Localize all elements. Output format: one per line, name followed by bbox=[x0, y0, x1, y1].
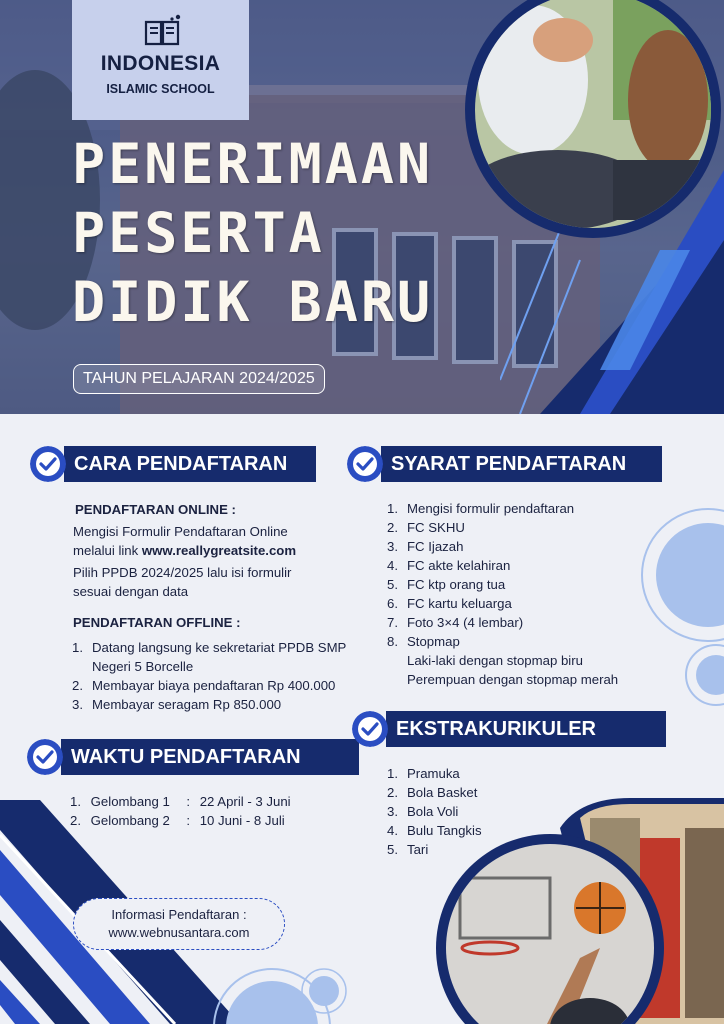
section-header-ekstra bbox=[352, 711, 672, 747]
list-item bbox=[387, 518, 657, 537]
list-number: 2. bbox=[387, 520, 398, 535]
headline-line: PESERTA bbox=[72, 201, 325, 265]
list-text: Membayar seragam Rp 850.000 bbox=[92, 697, 282, 712]
section-header-waktu bbox=[27, 739, 337, 775]
list-text: Pramuka bbox=[407, 766, 460, 781]
list-item bbox=[387, 575, 657, 594]
info-label: Informasi Pendaftaran : bbox=[111, 907, 247, 922]
list-number: 5. bbox=[387, 577, 398, 592]
logo-title: INDONESIA bbox=[100, 52, 221, 75]
list-item bbox=[72, 695, 372, 714]
list-item bbox=[72, 638, 372, 676]
list-item bbox=[387, 764, 587, 783]
list-number: 1. bbox=[72, 640, 83, 655]
list-number: 4. bbox=[387, 558, 398, 573]
hero-banner bbox=[0, 0, 724, 414]
list-text: FC Ijazah bbox=[407, 539, 464, 554]
open-book-icon bbox=[142, 14, 182, 48]
section-header-syarat bbox=[347, 446, 667, 482]
check-icon bbox=[30, 446, 66, 482]
check-icon bbox=[352, 711, 388, 747]
stopmap-note: Perempuan dengan stopmap merah bbox=[407, 672, 619, 687]
registration-link[interactable]: www.reallygreatsite.com bbox=[141, 543, 297, 558]
section-header-cara bbox=[30, 446, 320, 482]
list-text: FC SKHU bbox=[407, 520, 465, 535]
online-title: PENDAFTARAN ONLINE : bbox=[75, 502, 236, 517]
list-number: 2. bbox=[70, 813, 81, 828]
list-number: 3. bbox=[387, 804, 398, 819]
check-icon bbox=[27, 739, 63, 775]
list-text: Datang langsung ke sekretariat PPDB SMP bbox=[92, 640, 347, 655]
students-photo bbox=[463, 0, 723, 250]
list-text: FC kartu keluarga bbox=[407, 596, 512, 611]
list-number: 3. bbox=[72, 697, 83, 712]
list-item bbox=[72, 676, 372, 695]
online-text: Pilih PPDB 2024/2025 lalu isi formulir bbox=[73, 565, 292, 580]
requirements-list bbox=[387, 499, 657, 689]
online-text: melalui link bbox=[73, 543, 142, 558]
list-number: 6. bbox=[387, 596, 398, 611]
list-text: Negeri 5 Borcelle bbox=[92, 659, 194, 674]
section-title: EKSTRAKURIKULER bbox=[386, 711, 666, 747]
list-text: Foto 3×4 (4 lembar) bbox=[407, 615, 524, 630]
list-item bbox=[387, 632, 657, 689]
list-item bbox=[387, 613, 657, 632]
logo-subtitle: ISLAMIC SCHOOL bbox=[106, 82, 215, 96]
sports-photos bbox=[430, 798, 724, 1024]
list-number: 1. bbox=[70, 794, 81, 809]
list-item bbox=[387, 556, 657, 575]
list-number: 5. bbox=[387, 842, 398, 857]
info-badge bbox=[73, 898, 285, 950]
list-text: Stopmap bbox=[407, 634, 460, 649]
list-text: Membayar biaya pendaftaran Rp 400.000 bbox=[92, 678, 336, 693]
list-text: FC akte kelahiran bbox=[407, 558, 511, 573]
decor-circles-bottom bbox=[200, 965, 350, 1024]
list-number: 1. bbox=[387, 501, 398, 516]
list-number: 4. bbox=[387, 823, 398, 838]
school-logo bbox=[72, 0, 249, 120]
check-icon bbox=[347, 446, 383, 482]
section-title: WAKTU PENDAFTARAN bbox=[61, 739, 359, 775]
academic-year-badge: TAHUN PELAJARAN 2024/2025 bbox=[73, 364, 325, 394]
info-url[interactable]: www.webnusantara.com bbox=[108, 925, 250, 940]
stopmap-note: Laki-laki dengan stopmap biru bbox=[407, 653, 583, 668]
online-link-line bbox=[73, 541, 296, 560]
list-item bbox=[387, 594, 657, 613]
list-number: 2. bbox=[387, 785, 398, 800]
separator: : bbox=[186, 794, 191, 809]
list-number: 2. bbox=[72, 678, 83, 693]
wave-dates: 22 April - 3 Juni bbox=[199, 794, 291, 809]
list-text: FC ktp orang tua bbox=[407, 577, 506, 592]
section-title: SYARAT PENDAFTARAN bbox=[381, 446, 662, 482]
wave-label: Gelombang 1 bbox=[90, 794, 170, 809]
headline-line: DIDIK BARU bbox=[72, 270, 434, 334]
list-number: 8. bbox=[387, 634, 398, 649]
list-number: 1. bbox=[387, 766, 398, 781]
list-item bbox=[387, 499, 657, 518]
offline-title: PENDAFTARAN OFFLINE : bbox=[73, 615, 241, 630]
page-title bbox=[72, 130, 492, 337]
list-text: Tari bbox=[407, 842, 429, 857]
list-number: 7. bbox=[387, 615, 398, 630]
list-text: Bulu Tangkis bbox=[407, 823, 482, 838]
separator: : bbox=[186, 813, 191, 828]
headline-line: PENERIMAAN bbox=[72, 132, 434, 196]
wave-label: Gelombang 2 bbox=[90, 813, 170, 828]
list-text: Mengisi formulir pendaftaran bbox=[407, 501, 575, 516]
list-number: 3. bbox=[387, 539, 398, 554]
online-text: Mengisi Formulir Pendaftaran Online bbox=[73, 524, 288, 539]
offline-list bbox=[72, 638, 372, 714]
list-item bbox=[387, 537, 657, 556]
stripe-line bbox=[500, 230, 560, 380]
list-text: Bola Basket bbox=[407, 785, 478, 800]
section-title: CARA PENDAFTARAN bbox=[64, 446, 316, 482]
online-text: sesuai dengan data bbox=[73, 584, 189, 599]
wave-dates: 10 Juni - 8 Juli bbox=[199, 813, 285, 828]
list-text: Bola Voli bbox=[407, 804, 459, 819]
